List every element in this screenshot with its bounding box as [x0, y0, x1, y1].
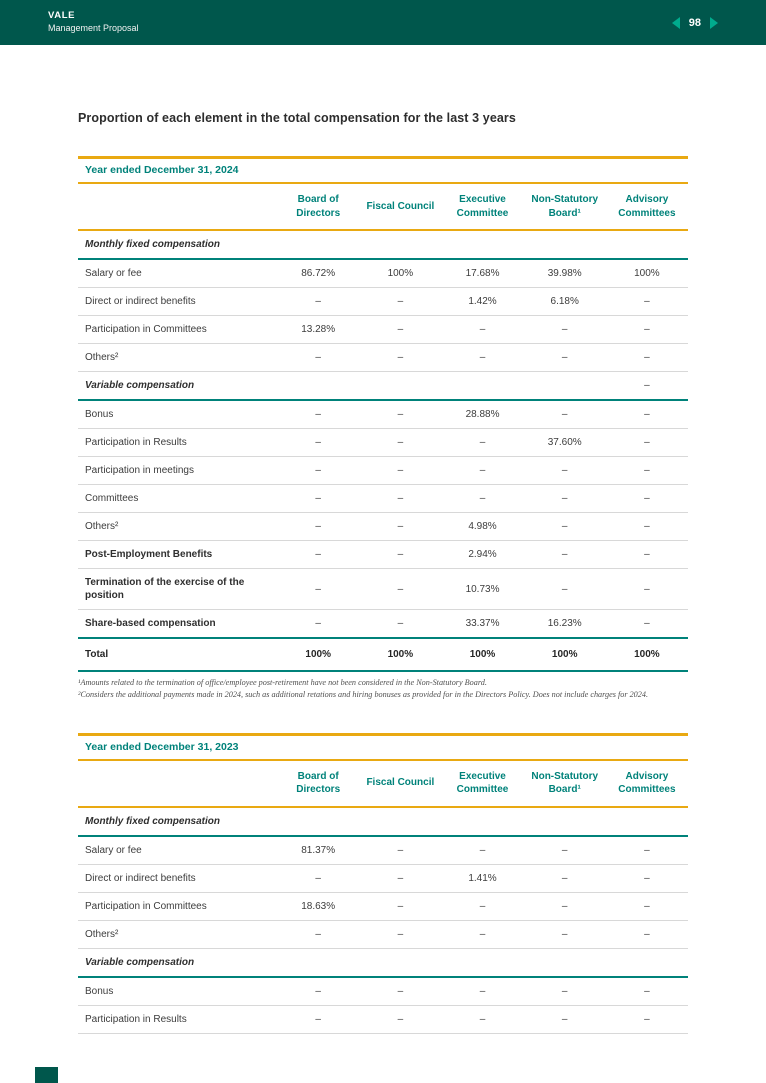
value-cell: – — [397, 521, 404, 532]
value-cell: 13.28% — [301, 324, 336, 335]
row-label: Salary or fee — [85, 844, 142, 856]
value-cell: – — [397, 465, 404, 476]
value-cell — [524, 807, 606, 836]
value-cell: – — [644, 1013, 650, 1025]
value-cell: – — [315, 465, 321, 476]
footnote-2: ²Considers the additional payments made in 2024, such as additional retations and hiring bonuses as provided for in the Directors Policy. Does not include charges for 2024. — [78, 690, 649, 700]
value-cell: 33.37% — [465, 618, 500, 629]
value-cell: – — [644, 549, 650, 560]
value-cell: – — [397, 583, 404, 595]
value-cell: – — [561, 985, 568, 997]
row-label: Direct or indirect benefits — [85, 296, 196, 307]
section-header-row — [78, 948, 688, 977]
value-cell: – — [561, 872, 568, 884]
value-cell: 4.98% — [468, 521, 497, 532]
value-cell: 100% — [634, 268, 660, 279]
column-header: Advisory Committees — [618, 194, 676, 219]
table-row — [78, 429, 688, 457]
value-cell — [524, 372, 606, 401]
footer-accent-bar — [35, 1067, 58, 1083]
value-cell: – — [397, 872, 404, 884]
row-label: Bonus — [85, 409, 114, 420]
value-cell — [277, 230, 359, 259]
previous-page-arrow-icon[interactable] — [672, 17, 680, 29]
value-cell: – — [561, 352, 568, 363]
value-cell: – — [561, 324, 568, 335]
brand-name: VALE — [48, 10, 76, 22]
table-row — [78, 259, 688, 288]
value-cell: – — [315, 296, 321, 307]
value-cell — [606, 230, 688, 259]
column-header-empty — [78, 761, 277, 807]
table-section-2024 — [78, 156, 688, 702]
value-cell: – — [397, 985, 404, 997]
top-bar — [0, 0, 766, 45]
value-cell: 100% — [387, 649, 414, 660]
column-header: Executive Committee — [456, 770, 509, 796]
value-cell: – — [315, 437, 321, 448]
table-section-2023 — [78, 733, 688, 1034]
section-header-row — [78, 372, 688, 401]
value-cell: 100% — [634, 649, 660, 660]
table-row — [78, 457, 688, 485]
value-cell: – — [644, 521, 650, 532]
value-cell — [441, 948, 523, 977]
row-label: Others² — [85, 352, 119, 363]
row-label: Participation in Committees — [85, 900, 207, 912]
value-cell: – — [397, 618, 404, 629]
section-header-row — [78, 230, 688, 259]
value-cell: – — [397, 549, 404, 560]
value-cell: 100% — [469, 649, 496, 660]
table-row — [78, 485, 688, 513]
row-label: Share-based compensation — [85, 618, 216, 629]
value-cell: – — [644, 872, 650, 884]
value-cell: – — [644, 844, 650, 856]
value-cell: – — [479, 985, 486, 997]
value-cell — [441, 230, 523, 259]
value-cell: – — [561, 521, 568, 532]
value-cell — [359, 807, 441, 836]
value-cell: – — [479, 465, 486, 476]
value-cell: 10.73% — [465, 583, 500, 595]
value-cell — [524, 230, 606, 259]
row-label: Participation in Results — [85, 437, 187, 448]
value-cell: 6.18% — [550, 296, 579, 307]
value-cell: 1.41% — [468, 872, 497, 884]
value-cell: – — [561, 900, 568, 912]
value-cell: – — [397, 324, 404, 335]
value-cell — [277, 807, 359, 836]
value-cell: – — [397, 900, 404, 912]
row-label: Committees — [85, 493, 139, 504]
value-cell: – — [315, 549, 321, 560]
value-cell: 100% — [387, 268, 414, 279]
table-row — [78, 541, 688, 569]
value-cell: – — [315, 985, 321, 997]
value-cell: – — [644, 985, 650, 997]
footnote-1: ¹Amounts related to the termination of office/employee post-retirement have not been considered in the Non-Statutory Board. — [78, 678, 487, 687]
value-cell: – — [644, 380, 650, 391]
value-cell: – — [479, 352, 486, 363]
value-cell: – — [644, 296, 650, 307]
table-row — [78, 1005, 688, 1033]
value-cell: – — [397, 1013, 404, 1025]
value-cell: – — [644, 583, 650, 595]
value-cell: – — [315, 493, 321, 504]
footnotes — [78, 677, 688, 702]
row-label: Total — [85, 649, 109, 660]
value-cell: – — [397, 352, 404, 363]
row-label: Monthly fixed compensation — [85, 815, 221, 827]
value-cell: – — [644, 465, 650, 476]
table-row — [78, 288, 688, 316]
column-header: Board of Directors — [296, 194, 341, 219]
value-cell: 86.72% — [301, 268, 336, 279]
row-label: Participation in meetings — [85, 465, 194, 476]
table-row — [78, 864, 688, 892]
value-cell — [606, 807, 688, 836]
row-label: Others² — [85, 928, 119, 940]
value-cell — [441, 372, 523, 401]
value-cell: 2.94% — [468, 549, 497, 560]
value-cell: – — [315, 409, 321, 420]
value-cell: 37.60% — [547, 437, 582, 448]
value-cell: – — [315, 618, 321, 629]
value-cell: 100% — [305, 649, 331, 660]
next-page-arrow-icon[interactable] — [710, 17, 718, 29]
table-row — [78, 569, 688, 610]
value-cell: – — [315, 928, 321, 940]
value-cell: – — [644, 409, 650, 420]
value-cell — [359, 230, 441, 259]
column-header: Advisory Committees — [618, 770, 676, 796]
table-row — [78, 977, 688, 1006]
row-label: Participation in Committees — [85, 324, 207, 335]
table-title-2023: Year ended December 31, 2023 — [78, 733, 688, 761]
value-cell: 18.63% — [301, 900, 336, 912]
value-cell: – — [561, 549, 568, 560]
row-label: Post-Employment Benefits — [85, 549, 213, 560]
value-cell: – — [479, 844, 486, 856]
value-cell: – — [397, 437, 404, 448]
section-header-row — [78, 807, 688, 836]
column-header: Non-Statutory Board¹ — [531, 770, 599, 796]
value-cell: – — [397, 928, 404, 940]
page-number: 98 — [688, 16, 701, 29]
row-label: Monthly fixed compensation — [85, 239, 221, 250]
value-cell: 1.42% — [468, 296, 497, 307]
value-cell — [524, 948, 606, 977]
value-cell: – — [397, 844, 404, 856]
column-header: Non-Statutory Board¹ — [531, 194, 599, 219]
value-cell: – — [315, 352, 321, 363]
table-row — [78, 344, 688, 372]
value-cell: – — [479, 493, 486, 504]
value-cell: – — [397, 409, 404, 420]
column-header-empty — [78, 184, 277, 230]
value-cell — [277, 372, 359, 401]
value-cell: – — [644, 324, 650, 335]
value-cell: – — [397, 493, 404, 504]
value-cell: – — [315, 521, 321, 532]
value-cell: 17.68% — [465, 268, 500, 279]
value-cell: – — [561, 465, 568, 476]
value-cell: – — [561, 844, 568, 856]
value-cell: – — [561, 409, 568, 420]
row-label: Variable compensation — [85, 956, 195, 968]
value-cell: – — [479, 900, 486, 912]
row-label: Variable compensation — [85, 380, 195, 391]
document-subtitle: Management Proposal — [48, 22, 139, 33]
value-cell: – — [479, 324, 486, 335]
table-title-2024: Year ended December 31, 2024 — [78, 156, 688, 184]
value-cell — [606, 948, 688, 977]
value-cell: 28.88% — [465, 409, 500, 420]
value-cell: – — [315, 872, 321, 884]
value-cell: – — [315, 583, 321, 595]
row-label: Participation in Results — [85, 1013, 187, 1025]
page-content — [0, 111, 766, 1034]
page-navigation — [672, 17, 718, 29]
total-row — [78, 638, 688, 671]
value-cell: 16.23% — [547, 618, 582, 629]
page-title: Proportion of each element in the total compensation for the last 3 years — [78, 111, 516, 125]
value-cell — [359, 948, 441, 977]
table-row — [78, 513, 688, 541]
column-header: Executive Committee — [456, 194, 509, 219]
value-cell — [441, 807, 523, 836]
value-cell: – — [644, 352, 650, 363]
row-label: Bonus — [85, 985, 114, 997]
value-cell: – — [644, 928, 650, 940]
value-cell: – — [561, 1013, 568, 1025]
row-label: Termination of the exercise of the position — [85, 577, 245, 601]
column-header: Fiscal Council — [366, 200, 435, 212]
column-header: Board of Directors — [296, 770, 341, 796]
column-header-row — [78, 184, 688, 230]
value-cell: 39.98% — [547, 268, 582, 279]
value-cell — [277, 948, 359, 977]
row-label: Salary or fee — [85, 268, 142, 279]
table-row — [78, 920, 688, 948]
value-cell: 81.37% — [301, 844, 336, 856]
row-label: Direct or indirect benefits — [85, 872, 196, 884]
value-cell — [359, 372, 441, 401]
value-cell: – — [397, 296, 404, 307]
table-row — [78, 316, 688, 344]
value-cell: – — [561, 493, 568, 504]
table-row — [78, 610, 688, 639]
value-cell: – — [479, 928, 486, 940]
value-cell: – — [479, 1013, 486, 1025]
column-header-row — [78, 761, 688, 807]
value-cell: – — [315, 1013, 321, 1025]
value-cell: – — [479, 437, 486, 448]
value-cell: – — [561, 583, 568, 595]
value-cell: – — [644, 618, 650, 629]
compensation-table-2024 — [78, 184, 688, 672]
row-label: Others² — [85, 521, 119, 532]
value-cell: – — [561, 928, 568, 940]
value-cell: – — [644, 437, 650, 448]
table-row — [78, 836, 688, 865]
value-cell: 100% — [551, 649, 578, 660]
value-cell: – — [644, 900, 650, 912]
table-row — [78, 892, 688, 920]
brand-block — [48, 10, 139, 34]
compensation-table-2023 — [78, 761, 688, 1034]
column-header: Fiscal Council — [366, 777, 435, 789]
value-cell: – — [644, 493, 650, 504]
table-row — [78, 400, 688, 429]
